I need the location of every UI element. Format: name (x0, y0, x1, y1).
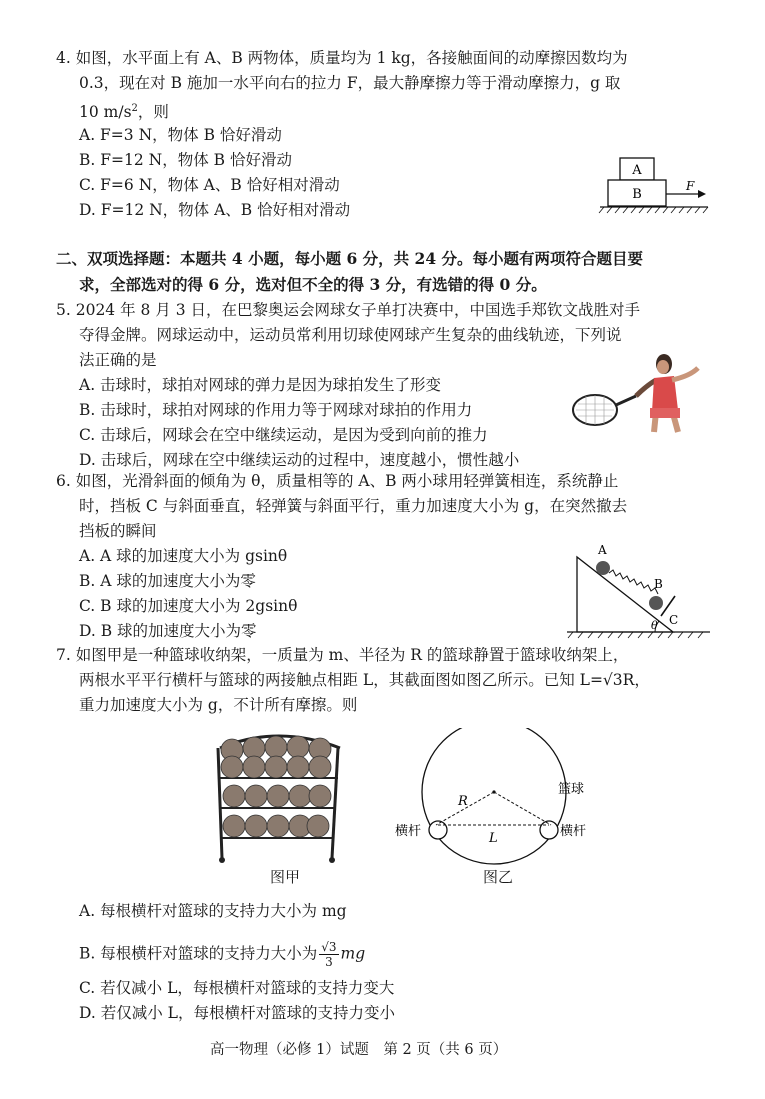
ball-b-label: B (654, 577, 663, 591)
q4-option-b: B. F=12 N，物体 B 恰好滑动 (79, 151, 292, 169)
cross-section-figure (392, 728, 602, 868)
q4-line-3: 10 $m/s^2$，则 (79, 103, 169, 122)
q4-blocks-figure (598, 150, 718, 220)
q4-line-2: 0.3，现在对 B 施加一水平向右的拉力 F，最大静摩擦力等于滑动摩擦力，g 取 (79, 74, 621, 92)
q5-line-2: 夺得金牌。网球运动中，运动员常利用切球使网球产生复杂的曲线轨迹，下列说 (79, 326, 622, 344)
q7-option-b: B. 每根横杆对篮球的支持力大小为 $\frac{√3}{3}$ mg (79, 940, 366, 969)
block-a-label: A (632, 163, 642, 178)
q7-line-2: 两根水平平行横杆与篮球的两接触点相距 L，其截面图如图乙所示。已知 L=√3R， (79, 671, 650, 689)
board-c-label: C (669, 613, 679, 627)
q7-option-c: C. 若仅减小 L，每根横杆对篮球的支持力变大 (79, 979, 395, 997)
theta-label: θ (651, 619, 658, 632)
basketball-rack-photo (208, 730, 348, 864)
ball-b (649, 596, 663, 610)
section-2-header-line-2: 求，全部选对的得 6 分，选对但不全的得 3 分，有选错的得 0 分。 (79, 275, 547, 294)
q6-option-b: B. A 球的加速度大小为零 (79, 572, 256, 590)
bar-right-label: 横杆 (560, 824, 587, 839)
bar-left-circle (429, 821, 447, 839)
q5-line-3: 法正确的是 (79, 351, 157, 369)
q6-option-c: C. B 球的加速度大小为 2gsinθ (79, 597, 298, 615)
q5-option-d: D. 击球后，网球在空中继续运动的过程中，速度越小，惯性越小 (79, 451, 520, 469)
ground-hatch (599, 207, 708, 213)
q6-option-d: D. B 球的加速度大小为零 (79, 622, 257, 640)
q5-line-1: 5. 2024 年 8 月 3 日，在巴黎奥运会网球女子单打决赛中，中国选手郑钦文战胜对手 (56, 301, 641, 319)
q7-option-d: D. 若仅减小 L，每根横杆对篮球的支持力变小 (79, 1004, 395, 1022)
distance-label: L (489, 831, 498, 846)
q4-line-1: 4. 如图，水平面上有 A、B 两物体，质量均为 1 kg，各接触面间的动摩擦因数均为 (56, 49, 628, 67)
ball-label: 篮球 (558, 782, 585, 797)
ball-a (596, 561, 610, 575)
q6-line-2: 时，挡板 C 与斜面垂直，轻弹簧与斜面平行，重力加速度大小为 g，在突然撤去 (79, 497, 628, 515)
q4-option-d: D. F=12 N，物体 A、B 恰好相对滑动 (79, 201, 351, 219)
q5-option-b: B. 击球时，球拍对网球的作用力等于网球对球拍的作用力 (79, 401, 473, 419)
q7-line-1: 7. 如图甲是一种篮球收纳架，一质量为 m、半径为 R 的篮球静置于篮球收纳架上， (56, 646, 629, 664)
ball-a-label: A (598, 543, 607, 557)
q5-option-c: C. 击球后，网球会在空中继续运动，是因为受到向前的推力 (79, 426, 488, 444)
figure-a-caption: 图甲 (270, 868, 301, 886)
bar-right-circle (540, 821, 558, 839)
q4-option-a: A. F=3 N，物体 B 恰好滑动 (79, 126, 282, 144)
block-b-label: B (632, 187, 642, 202)
section-2-header-line-1: 二、双项选择题：本题共 4 小题，每小题 6 分，共 24 分。每小题有两项符合题目要 (56, 249, 644, 268)
force-label: F (686, 179, 695, 193)
q5-option-a: A. 击球时，球拍对网球的弹力是因为球拍发生了形变 (79, 376, 442, 394)
figure-b-caption: 图乙 (483, 868, 514, 886)
bar-left-label: 横杆 (395, 824, 422, 839)
tennis-player-photo (568, 348, 708, 433)
q6-line-3: 挡板的瞬间 (79, 522, 157, 540)
q6-line-1: 6. 如图，光滑斜面的倾角为 θ，质量相等的 A、B 两小球用轻弹簧相连，系统静止 (56, 472, 619, 490)
q7-option-a: A. 每根横杆对篮球的支持力大小为 mg (79, 902, 347, 920)
q7-line-3: 重力加速度大小为 g，不计所有摩擦。则 (79, 696, 358, 714)
incline-figure (565, 542, 715, 647)
q6-option-a: A. A 球的加速度大小为 gsinθ (79, 547, 288, 565)
radius-label: R (458, 794, 468, 809)
page-footer: 高一物理（必修 1）试题 第 2 页（共 6 页） (210, 1042, 508, 1058)
q4-option-c: C. F=6 N，物体 A、B 恰好相对滑动 (79, 176, 340, 194)
